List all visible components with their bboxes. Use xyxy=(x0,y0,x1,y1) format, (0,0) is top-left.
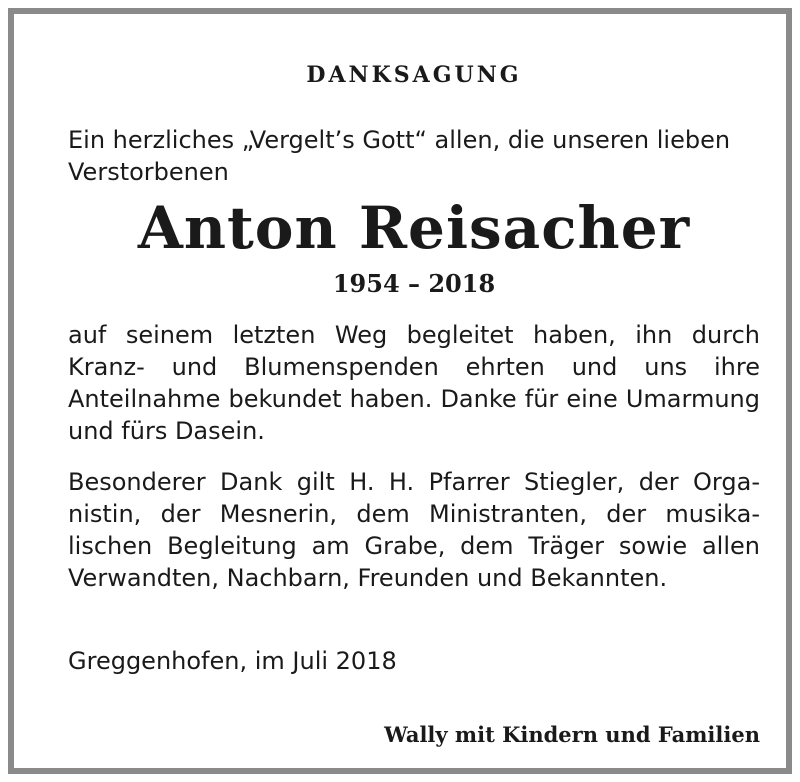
signature: Wally mit Kindern und Familien xyxy=(384,722,760,747)
notice-heading: DANKSAGUNG xyxy=(306,62,522,88)
thanks-paragraph: auf seinem letzten Weg begleitet haben, ihn durch Kranz- und Blumenspenden ehrten und uns ihre Anteilnahme bekundet haben. Danke für eine Umarmung und fürs Dasein. xyxy=(68,321,760,445)
special-thanks-paragraph: Besonderer Dank gilt H. H. Pfarrer Stiegler, der Organistin, der Mesnerin, dem Ministranten, der musikalischen Begleitung am Grabe, dem Träger sowie allen Verwandten, Nachbarn, Freunden und Bekannten. xyxy=(68,468,760,592)
intro-text: Ein herzliches „Vergelt’s Gott“ allen, die unseren lieben Verstorbenen xyxy=(68,126,731,186)
deceased-name: Anton Reisacher xyxy=(137,194,691,262)
life-dates: 1954 – 2018 xyxy=(332,269,496,298)
place-and-date: Greggenhofen, im Juli 2018 xyxy=(68,647,397,675)
notice-frame xyxy=(8,8,792,774)
